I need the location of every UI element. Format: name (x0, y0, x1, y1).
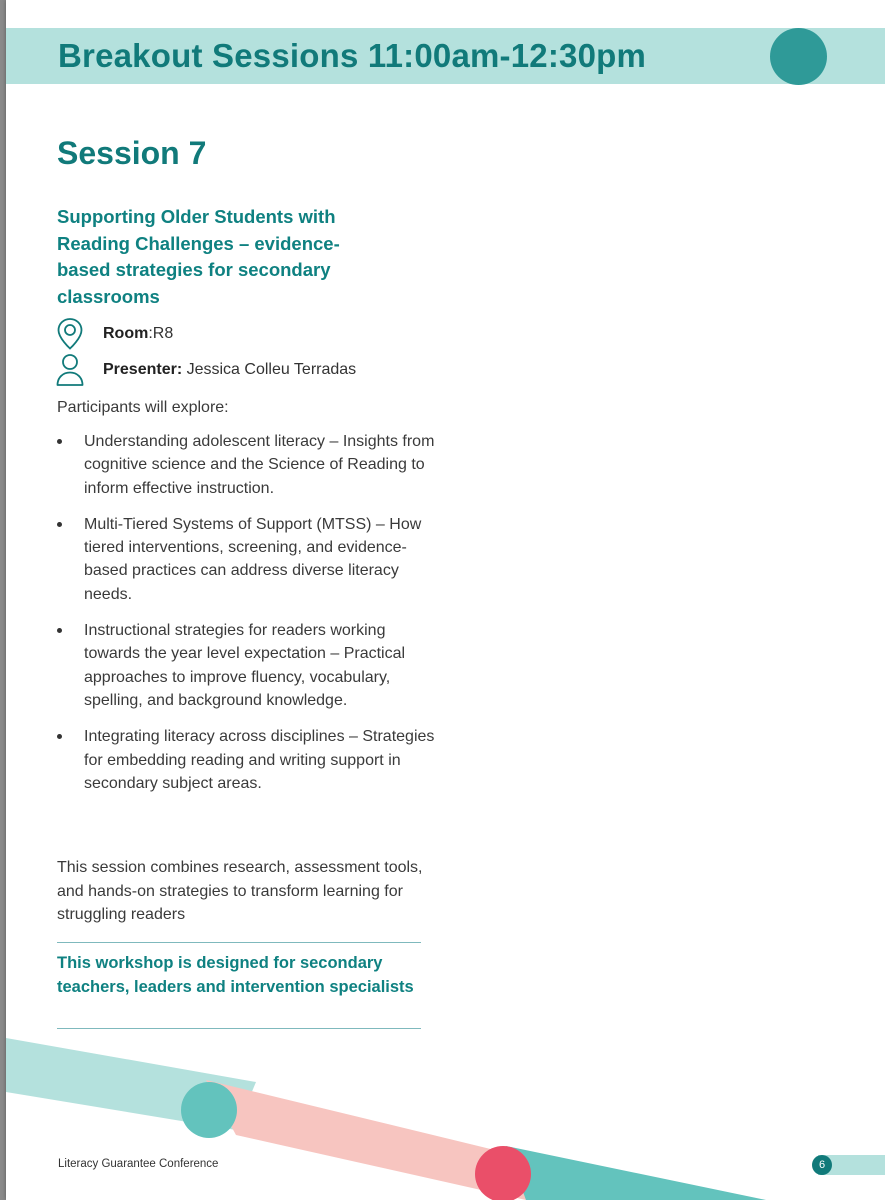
divider-bottom (57, 1028, 421, 1029)
bullet-icon (57, 628, 62, 633)
presenter-text (103, 361, 356, 379)
session-title: Session 7 (57, 135, 207, 171)
presenter-name: Jessica Colleu Terradas (182, 361, 357, 378)
room-value: :R8 (148, 325, 174, 342)
page-title: Breakout Sessions 11:00am-12:30pm (58, 37, 647, 74)
bullet-icon (57, 522, 62, 527)
list-item-text: Multi-Tiered Systems of Support (MTSS) – How tiered interventions, screening, and evidence-based practices can address diverse literacy needs. (84, 515, 422, 603)
teal-circle-decoration (181, 1082, 237, 1138)
list-item (57, 513, 437, 606)
teal-stripe-right (506, 1146, 766, 1200)
list-item-text: Instructional strategies for readers working towards the year level expectation – Practical approaches to improve fluency, vocabulary, spelling, and background knowledge. (84, 622, 406, 709)
coral-circle-decoration (475, 1146, 531, 1200)
location-pin-icon (55, 317, 85, 351)
bullet-icon (57, 734, 62, 739)
footer-conference-name: Literacy Guarantee Conference (58, 1158, 219, 1170)
list-item (57, 430, 437, 500)
header-circle-decoration (770, 28, 827, 85)
workshop-title: Supporting Older Students with Reading Challenges – evidence-based strategies for secondary classrooms (57, 206, 340, 307)
list-item (57, 725, 437, 795)
list-item-text: Integrating literacy across disciplines – Strategies for embedding reading and writing support in secondary subject areas. (84, 728, 435, 792)
presenter-row (55, 352, 356, 388)
room-label: Room (103, 325, 149, 342)
summary-text: This session combines research, assessment tools, and hands-on strategies to transform learning for struggling readers (57, 859, 423, 923)
divider-top (57, 942, 421, 943)
page-number: 6 (812, 1155, 832, 1175)
person-icon (55, 353, 85, 387)
audience-note: This workshop is designed for secondary teachers, leaders and intervention specialists (57, 954, 414, 996)
room-text (103, 325, 173, 343)
footer-wave-decoration (6, 1030, 885, 1200)
list-item-text: Understanding adolescent literacy – Insights from cognitive science and the Science of Reading to inform effective instruction. (84, 433, 435, 497)
intro-text: Participants will explore: (57, 399, 229, 416)
bullet-icon (57, 439, 62, 444)
presenter-label: Presenter: (103, 361, 183, 378)
list-item (57, 619, 437, 712)
room-row (55, 316, 173, 352)
topic-list (57, 430, 437, 808)
document-page (6, 0, 885, 1200)
